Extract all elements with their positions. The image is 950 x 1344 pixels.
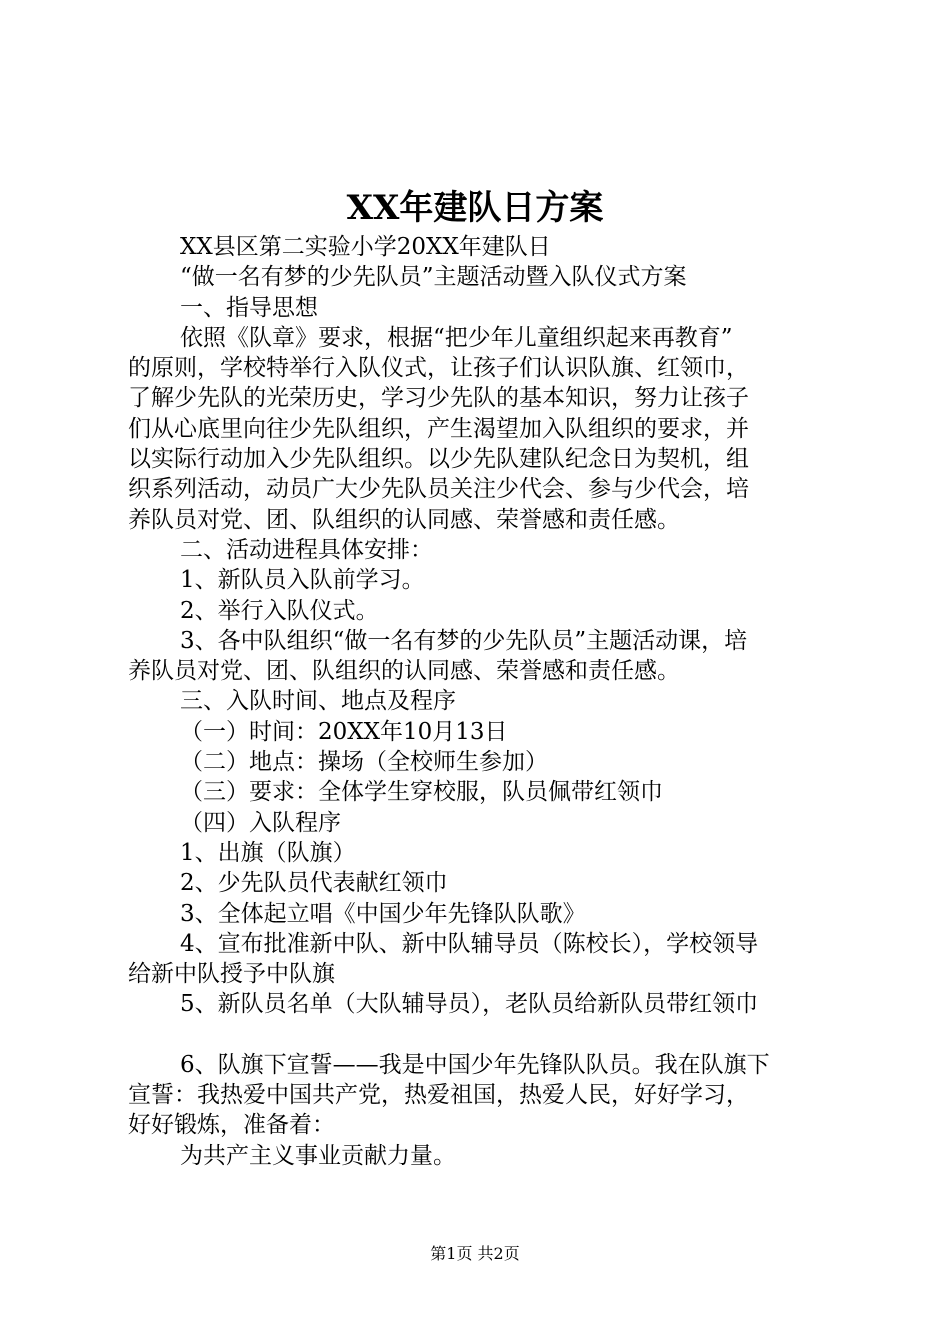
closing-line: 为共产主义事业贡献力量。 (180, 1142, 456, 1169)
list-item: 5、新队员名单（大队辅导员），老队员给新队员带红领巾 (180, 991, 759, 1018)
document-body (128, 232, 832, 1171)
paragraph-line: 织系列活动，动员广大少先队员关注少代会、参与少代会，培 (128, 476, 749, 503)
paragraph-line: 们从心底里向往少先队组织，产生渴望加入队组织的要求，并 (128, 415, 749, 442)
list-item: （一）时间：20XX年10月13日 (180, 718, 508, 745)
list-item: 2、举行入队仪式。 (180, 597, 379, 624)
list-item: （二）地点：操场（全校师生参加） (180, 749, 548, 776)
section-heading-3: 三、入队时间、地点及程序 (180, 688, 456, 715)
section-heading-2: 二、活动进程具体安排： (180, 536, 433, 563)
list-item: 3、全体起立唱《中国少年先锋队队歌》 (180, 900, 586, 927)
school-line: XX县区第二实验小学20XX年建队日 (180, 234, 551, 260)
subtitle-line: “做一名有梦的少先队员”主题活动暨入队仪式方案 (180, 264, 687, 291)
list-item: （四）入队程序 (180, 809, 341, 836)
list-item-continuation: 给新中队授予中队旗 (128, 961, 335, 988)
paragraph-line: 养队员对党、团、队组织的认同感、荣誉感和责任感。 (128, 506, 680, 533)
list-item-continuation: 好好锻炼，准备着： (128, 1112, 335, 1139)
paragraph-line: 了解少先队的光荣历史，学习少先队的基本知识，努力让孩子 (128, 385, 749, 412)
paragraph-line: 依照《队章》要求，根据“把少年儿童组织起来再教育” (180, 324, 733, 351)
list-item: 3、各中队组织“做一名有梦的少先队员”主题活动课，培 (180, 627, 748, 654)
list-item: 2、少先队员代表献红领巾 (180, 870, 448, 897)
list-item: （三）要求：全体学生穿校服，队员佩带红领巾 (180, 779, 663, 806)
section-heading-1: 一、指导思想 (180, 294, 318, 321)
blank-line (128, 1020, 832, 1050)
paragraph-line: 的原则，学校特举行入队仪式，让孩子们认识队旗、红领巾， (128, 355, 749, 382)
paragraph-line: 以实际行动加入少先队组织。以少先队建队纪念日为契机，组 (128, 446, 749, 473)
page-number: 第1页 共2页 (430, 1244, 520, 1263)
list-item-continuation: 养队员对党、团、队组织的认同感、荣誉感和责任感。 (128, 658, 680, 685)
list-item: 1、新队员入队前学习。 (180, 567, 425, 594)
list-item: 6、队旗下宣誓——我是中国少年先锋队队员。我在队旗下 (180, 1051, 770, 1078)
list-item: 1、出旗（队旗） (180, 839, 356, 866)
list-item: 4、宣布批准新中队、新中队辅导员（陈校长），学校领导 (180, 930, 759, 957)
document-title: XX年建队日方案 (346, 188, 604, 228)
list-item-continuation: 宣誓：我热爱中国共产党，热爱祖国，热爱人民，好好学习， (128, 1082, 749, 1109)
